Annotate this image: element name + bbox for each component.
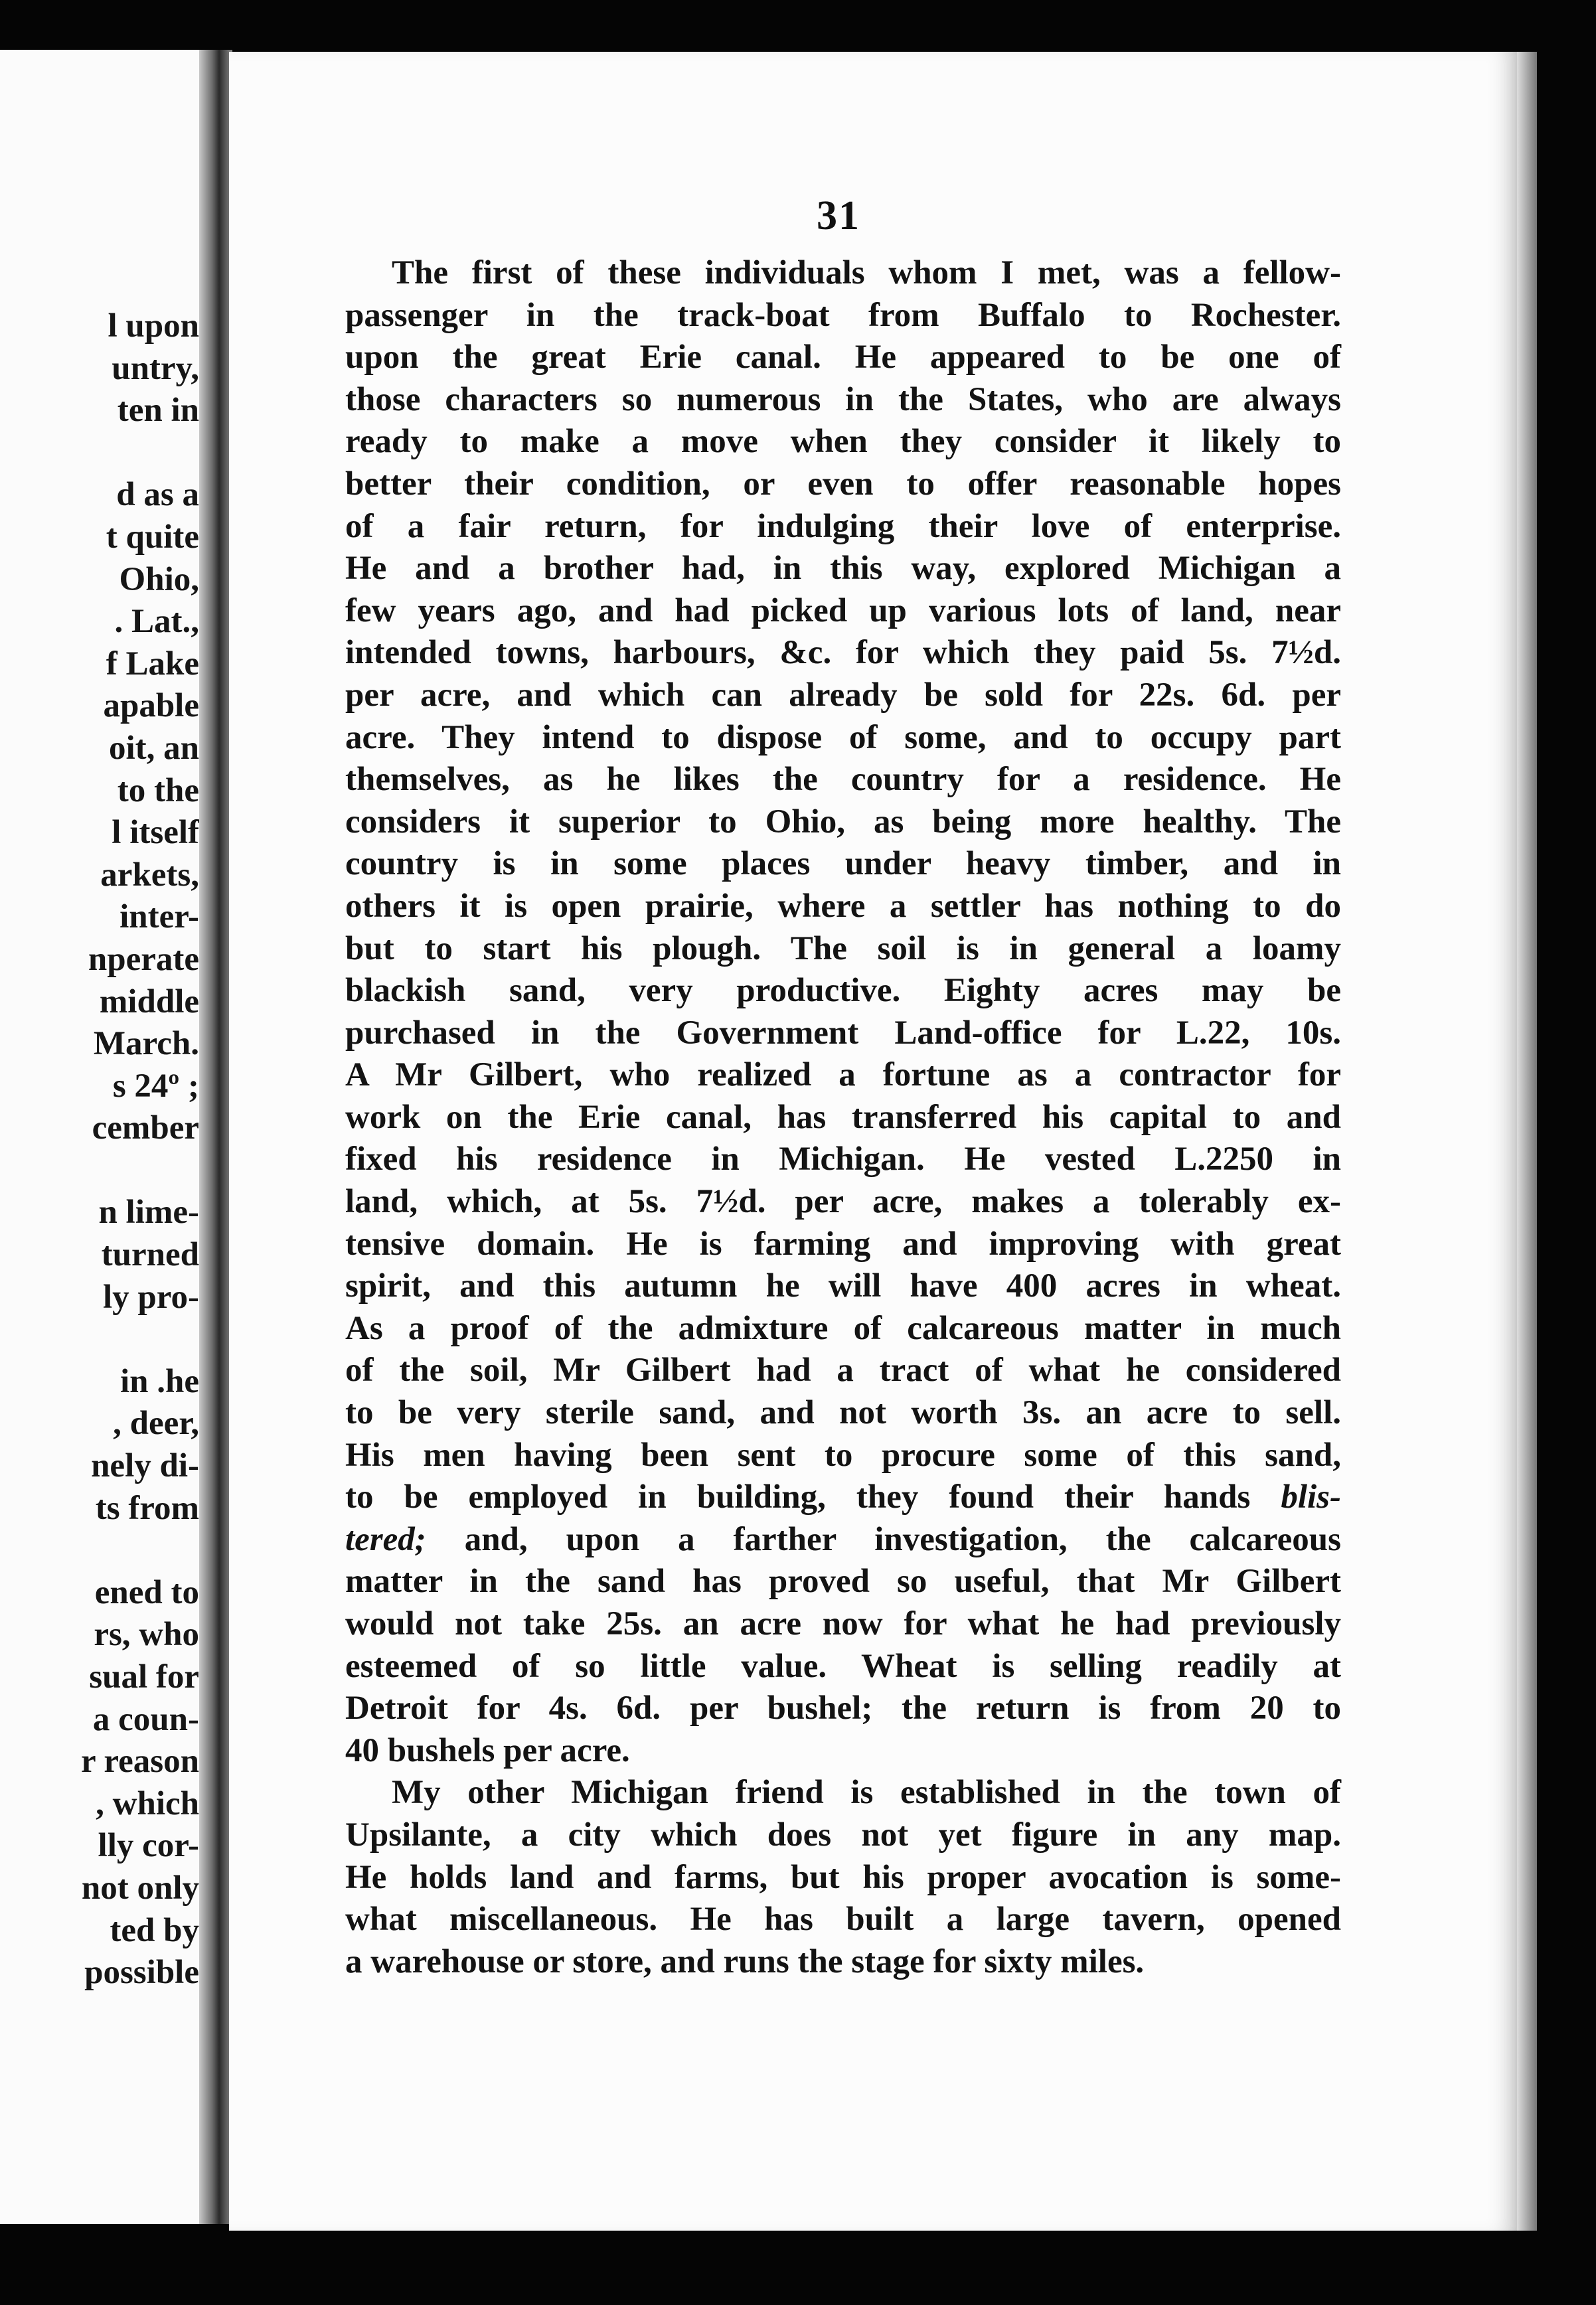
- text-line: of the soil, Mr Gilbert had a tract of what he considered: [345, 1352, 1341, 1390]
- facing-page-fragment: apable: [103, 687, 199, 725]
- facing-page-fragment: March.: [93, 1025, 199, 1063]
- facing-page-fragment: in .he: [120, 1362, 199, 1400]
- text-line: land, which, at 5s. 7½d. per acre, makes a tolerably ex-: [345, 1183, 1341, 1221]
- text-line: upon the great Erie canal. He appeared to be one of: [345, 339, 1341, 376]
- text-line: acre. They intend to dispose of some, and to occupy part: [345, 718, 1341, 756]
- text-line: intended towns, harbours, &c. for which they paid 5s. 7½d.: [345, 634, 1341, 672]
- text-line: My other Michigan friend is established in the town of: [392, 1774, 1341, 1812]
- facing-page-fragment: l itself: [112, 814, 199, 852]
- text-line: per acre, and which can already be sold for 22s. 6d. per: [345, 676, 1341, 714]
- facing-page-fragment: turned: [101, 1236, 199, 1274]
- page-body-text: [345, 252, 1341, 1983]
- facing-page-fragment: untry,: [112, 349, 199, 387]
- text-line: those characters so numerous in the States, who are always: [345, 380, 1341, 418]
- text-line: He and a brother had, in this way, explored Michigan a: [345, 550, 1341, 588]
- text-line: themselves, as he likes the country for a residence. He: [345, 761, 1341, 799]
- facing-page-fragment: n lime-: [98, 1194, 199, 1232]
- facing-page-fragment: . Lat.,: [114, 603, 199, 641]
- text-line: work on the Erie canal, has transferred his capital to and: [345, 1098, 1341, 1136]
- text-line: A Mr Gilbert, who realized a fortune as a contractor for: [345, 1056, 1341, 1094]
- text-line: esteemed of so little value. Wheat is selling readily at: [345, 1647, 1341, 1685]
- facing-page-fragment: [0, 1150, 199, 1192]
- text-line: a warehouse or store, and runs the stage for sixty miles.: [345, 1943, 1145, 1980]
- text-line: He holds land and farms, but his proper avocation is some-: [345, 1858, 1341, 1896]
- text-line: ready to make a move when they consider it likely to: [345, 423, 1341, 461]
- facing-page-fragment: ts from: [95, 1489, 199, 1527]
- facing-page-fragment: f Lake: [106, 645, 199, 682]
- facing-page-fragment: s 24º ;: [112, 1067, 199, 1105]
- text-line: 40 bushels per acre.: [345, 1731, 630, 1769]
- text-line: to be employed in building, they found their hands blis-: [345, 1478, 1341, 1516]
- facing-page-fragment: ened to: [94, 1573, 199, 1611]
- book-gutter-shadow: [199, 50, 232, 2224]
- facing-page-fragment: Ohio,: [119, 560, 199, 598]
- text-line: tensive domain. He is farming and improving with great: [345, 1225, 1341, 1263]
- facing-page-fragment: t quite: [106, 518, 199, 556]
- text-line: tered; and, upon a farther investigation, the calcareous: [345, 1520, 1341, 1558]
- facing-page-fragment: ted by: [110, 1911, 199, 1949]
- text-line: passenger in the track-boat from Buffalo to Rochester.: [345, 296, 1341, 334]
- text-line: His men having been sent to procure some of this sand,: [345, 1436, 1341, 1474]
- text-line: spirit, and this autumn he will have 400 acres in wheat.: [345, 1267, 1341, 1305]
- page-right-edge: [1517, 52, 1537, 2231]
- facing-page-fragment: ly pro-: [103, 1278, 199, 1316]
- text-line: considers it superior to Ohio, as being more healthy. The: [345, 803, 1341, 840]
- facing-page-fragment: nperate: [88, 940, 199, 978]
- text-line: fixed his residence in Michigan. He vested L.2250 in: [345, 1141, 1341, 1178]
- text-line: few years ago, and had picked up various lots of land, near: [345, 592, 1341, 629]
- text-line: country is in some places under heavy timber, and in: [345, 845, 1341, 883]
- facing-page-fragment: possible: [84, 1954, 199, 1992]
- text-line: of a fair return, for indulging their love of enterprise.: [345, 507, 1341, 545]
- text-line: Upsilante, a city which does not yet figure in any map.: [345, 1816, 1341, 1854]
- text-line: Detroit for 4s. 6d. per bushel; the return is from 20 to: [345, 1690, 1341, 1727]
- facing-page-fragment: [0, 432, 199, 475]
- facing-page-fragment: a coun-: [92, 1700, 199, 1738]
- facing-page-fragment: sual for: [89, 1658, 199, 1696]
- text-line: matter in the sand has proved so useful, that Mr Gilbert: [345, 1563, 1341, 1601]
- text-line: others it is open prairie, where a settler has nothing to do: [345, 887, 1341, 925]
- facing-page-fragment: nely di-: [91, 1447, 199, 1485]
- facing-page-fragment: l upon: [108, 307, 199, 345]
- facing-page-fragment: to the: [117, 771, 199, 809]
- text-line: The first of these individuals whom I met, was a fellow-: [392, 254, 1341, 291]
- facing-page-fragment: d as a: [116, 476, 199, 514]
- facing-page-fragment: , which: [96, 1785, 199, 1822]
- text-line: but to start his plough. The soil is in general a loamy: [345, 929, 1341, 967]
- text-line: purchased in the Government Land-office for L.22, 10s.: [345, 1014, 1341, 1052]
- page-number: 31: [817, 193, 860, 238]
- facing-page-fragment: [0, 1318, 199, 1361]
- facing-page-fragment: lly cor-: [98, 1827, 199, 1865]
- facing-page-fragment: r reason: [80, 1743, 199, 1781]
- facing-page-fragment: not only: [81, 1869, 199, 1907]
- facing-page-fragment: ten in: [117, 392, 199, 430]
- facing-page-fragment: arkets,: [100, 856, 199, 894]
- facing-page-fragment: cember: [92, 1109, 199, 1147]
- text-line: what miscellaneous. He has built a large tavern, opened: [345, 1901, 1341, 1939]
- text-line: better their condition, or even to offer reasonable hopes: [345, 465, 1341, 503]
- text-line: would not take 25s. an acre now for what he had previously: [345, 1605, 1341, 1642]
- text-line: to be very sterile sand, and not worth 3s. an acre to sell.: [345, 1394, 1341, 1432]
- facing-page-fragment: middle: [99, 983, 199, 1020]
- text-line: As a proof of the admixture of calcareous matter in much: [345, 1309, 1341, 1347]
- facing-page-text-fragments: [0, 305, 199, 1994]
- text-line: blackish sand, very productive. Eighty acres may be: [345, 972, 1341, 1010]
- facing-page-fragment: oit, an: [108, 729, 199, 767]
- facing-page-fragment: rs, who: [94, 1616, 199, 1654]
- facing-page-left: [0, 50, 211, 2224]
- facing-page-fragment: [0, 1530, 199, 1572]
- facing-page-fragment: inter-: [120, 898, 199, 936]
- facing-page-fragment: , deer,: [113, 1405, 199, 1443]
